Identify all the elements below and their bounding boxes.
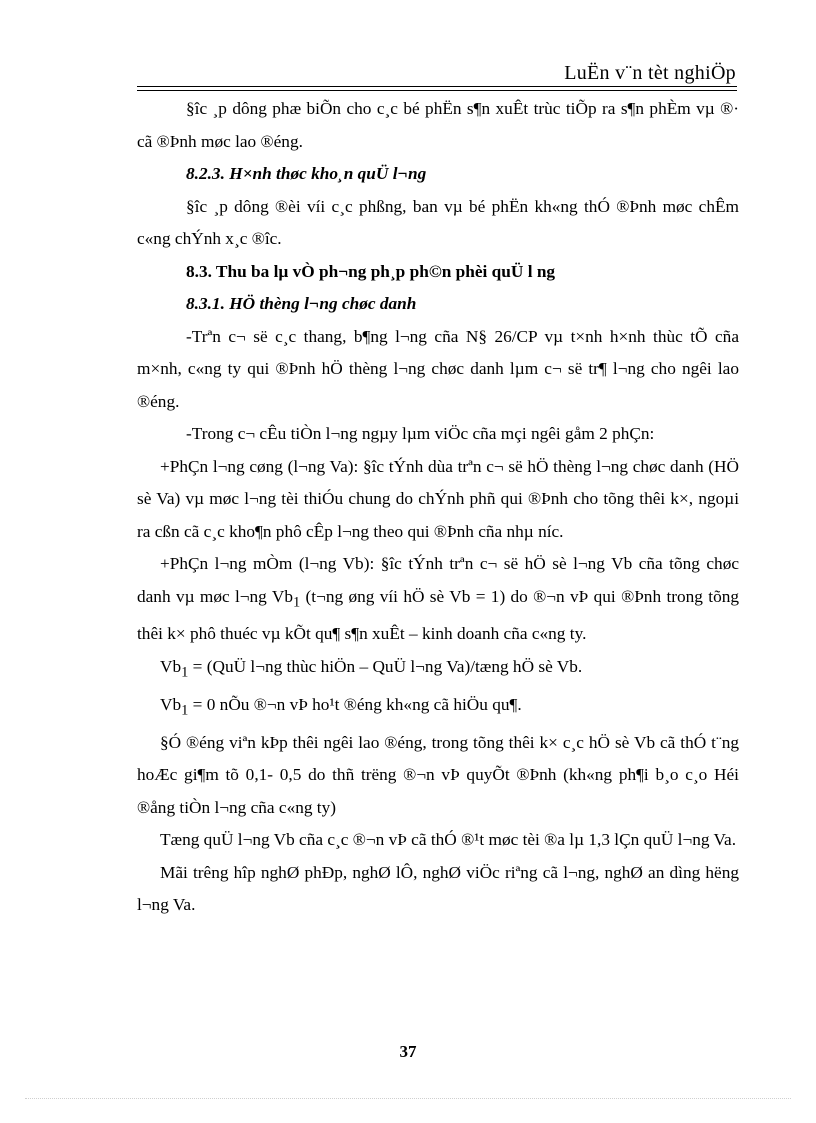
paragraph-vb-adjustment: §Ó ®éng viªn kÞp thêi ngêi lao ®éng, trong tõng thêi k× c¸c hÖ sè Vb cã thÓ t¨ng hoÆc gi¶m tõ 0,1- 0,5 do thñ trëng ®¬n vÞ quyÕt ®Þnh (kh«ng ph¶i b¸o c¸o Héi ®ång tiÒn l¬ng cña c«ng ty) (137, 732, 739, 817)
page-number: 37 (399, 1042, 417, 1061)
page-bottom-dotted-rule (25, 1098, 791, 1099)
paragraph-soft-salary-vb-start: +PhÇn l¬ng mÒm (l¬ng Vb): §îc tÝnh trªn c¬ së hÖ sè l¬ng Vb cña tõng chøc danh vµ møc l¬ng Vb (137, 554, 739, 606)
section-heading-8-2-3: 8.2.3. H×nh thøc kho¸n quÜ l¬ng (186, 164, 427, 183)
document-body (137, 93, 739, 922)
paragraph-salary-structure: -Trong c¬ cÊu tiÒn l¬ng ngµy lµm viÖc cña mçi ngêi gåm 2 phÇn: (186, 424, 655, 443)
formula-vb1-symbol: Vb (160, 656, 182, 676)
paragraph-piecework-application: §îc ¸p dông phæ biÕn cho c¸c bé phËn s¶n xuÊt trùc tiÕp ra s¶n phÈm vµ ®· cã ®Þnh møc lao ®éng. (137, 99, 739, 151)
paragraph-leave-salary: Mãi trêng hîp nghØ phÐp, nghØ lÔ, nghØ viÖc riªng cã l¬ng, nghØ an dìng hëng l¬ng Va. (137, 862, 739, 915)
formula-vb1-zero-symbol: Vb (160, 694, 182, 714)
paragraph-vb-fund-limit: Tæng quÜ l¬ng Vb cña c¸c ®¬n vÞ cã thÓ ®¹t møc tèi ®a lµ 1,3 lÇn quÜ l¬ng Va. (160, 830, 737, 850)
formula-vb1-zero-subscript: 1 (181, 702, 189, 719)
paragraph-soft-salary-vb-end: (t¬ng øng víi hÖ sè Vb = 1) do ®¬n vÞ qui ®Þnh trong tõng thêi k× phô thuéc vµ kÕt qu¶ s¶n xuÊt – kinh doanh cña c«ng ty. (137, 586, 739, 644)
header-rule (137, 86, 737, 87)
paragraph-fund-contract-application: §îc ¸p dông ®èi víi c¸c phßng, ban vµ bé phËn kh«ng thÓ ®Þnh møc chÊm c«ng chÝnh x¸c ®îc. (137, 196, 739, 248)
paragraph-salary-scale-basis: -Trªn c¬ së c¸c thang, b¶ng l¬ng cña N§ 26/CP vµ t×nh h×nh thùc tÕ cña m×nh, c«ng ty qui ®Þnh hÖ thèng l¬ng chøc danh lµm c¬ së tr¶ l¬ng cho ngêi lao ®éng. (137, 326, 739, 411)
section-heading-8-3: 8.3. Thu ba lµ vÒ ph¬ng ph¸p ph©n phèi quÜ l ng (186, 261, 556, 281)
header-rule-thin (137, 90, 737, 91)
paragraph-fixed-salary-va: +PhÇn l¬ng cøng (l¬ng Va): §îc tÝnh dùa trªn c¬ së hÖ thèng l¬ng chøc danh (HÖ sè Va) vµ møc l¬ng tèi thiÓu chung do chÝnh phñ qui ®Þnh cho tõng thêi k×, ngoµi ra cßn cã c¸c kho¶n phô cÊp l¬ng theo qui ®Þnh cña nhµ níc. (137, 456, 739, 541)
formula-vb1-expression: = (QuÜ l¬ng thùc hiÖn – QuÜ l¬ng Va)/tæng hÖ sè Vb. (188, 656, 583, 676)
formula-vb1 (137, 651, 739, 689)
formula-vb1-zero (137, 689, 739, 727)
paragraph-soft-salary-vb (137, 548, 739, 651)
section-heading-8-3-1: 8.3.1. HÖ thèng l¬ng chøc danh (186, 294, 417, 313)
subscript-1: 1 (292, 593, 301, 610)
formula-vb1-subscript: 1 (181, 664, 189, 681)
formula-vb1-zero-condition: = 0 nÕu ®¬n vÞ ho¹t ®éng kh«ng cã hiÖu qu¶. (188, 694, 522, 714)
running-header-title: LuËn v¨n tèt nghiÖp (564, 62, 736, 84)
